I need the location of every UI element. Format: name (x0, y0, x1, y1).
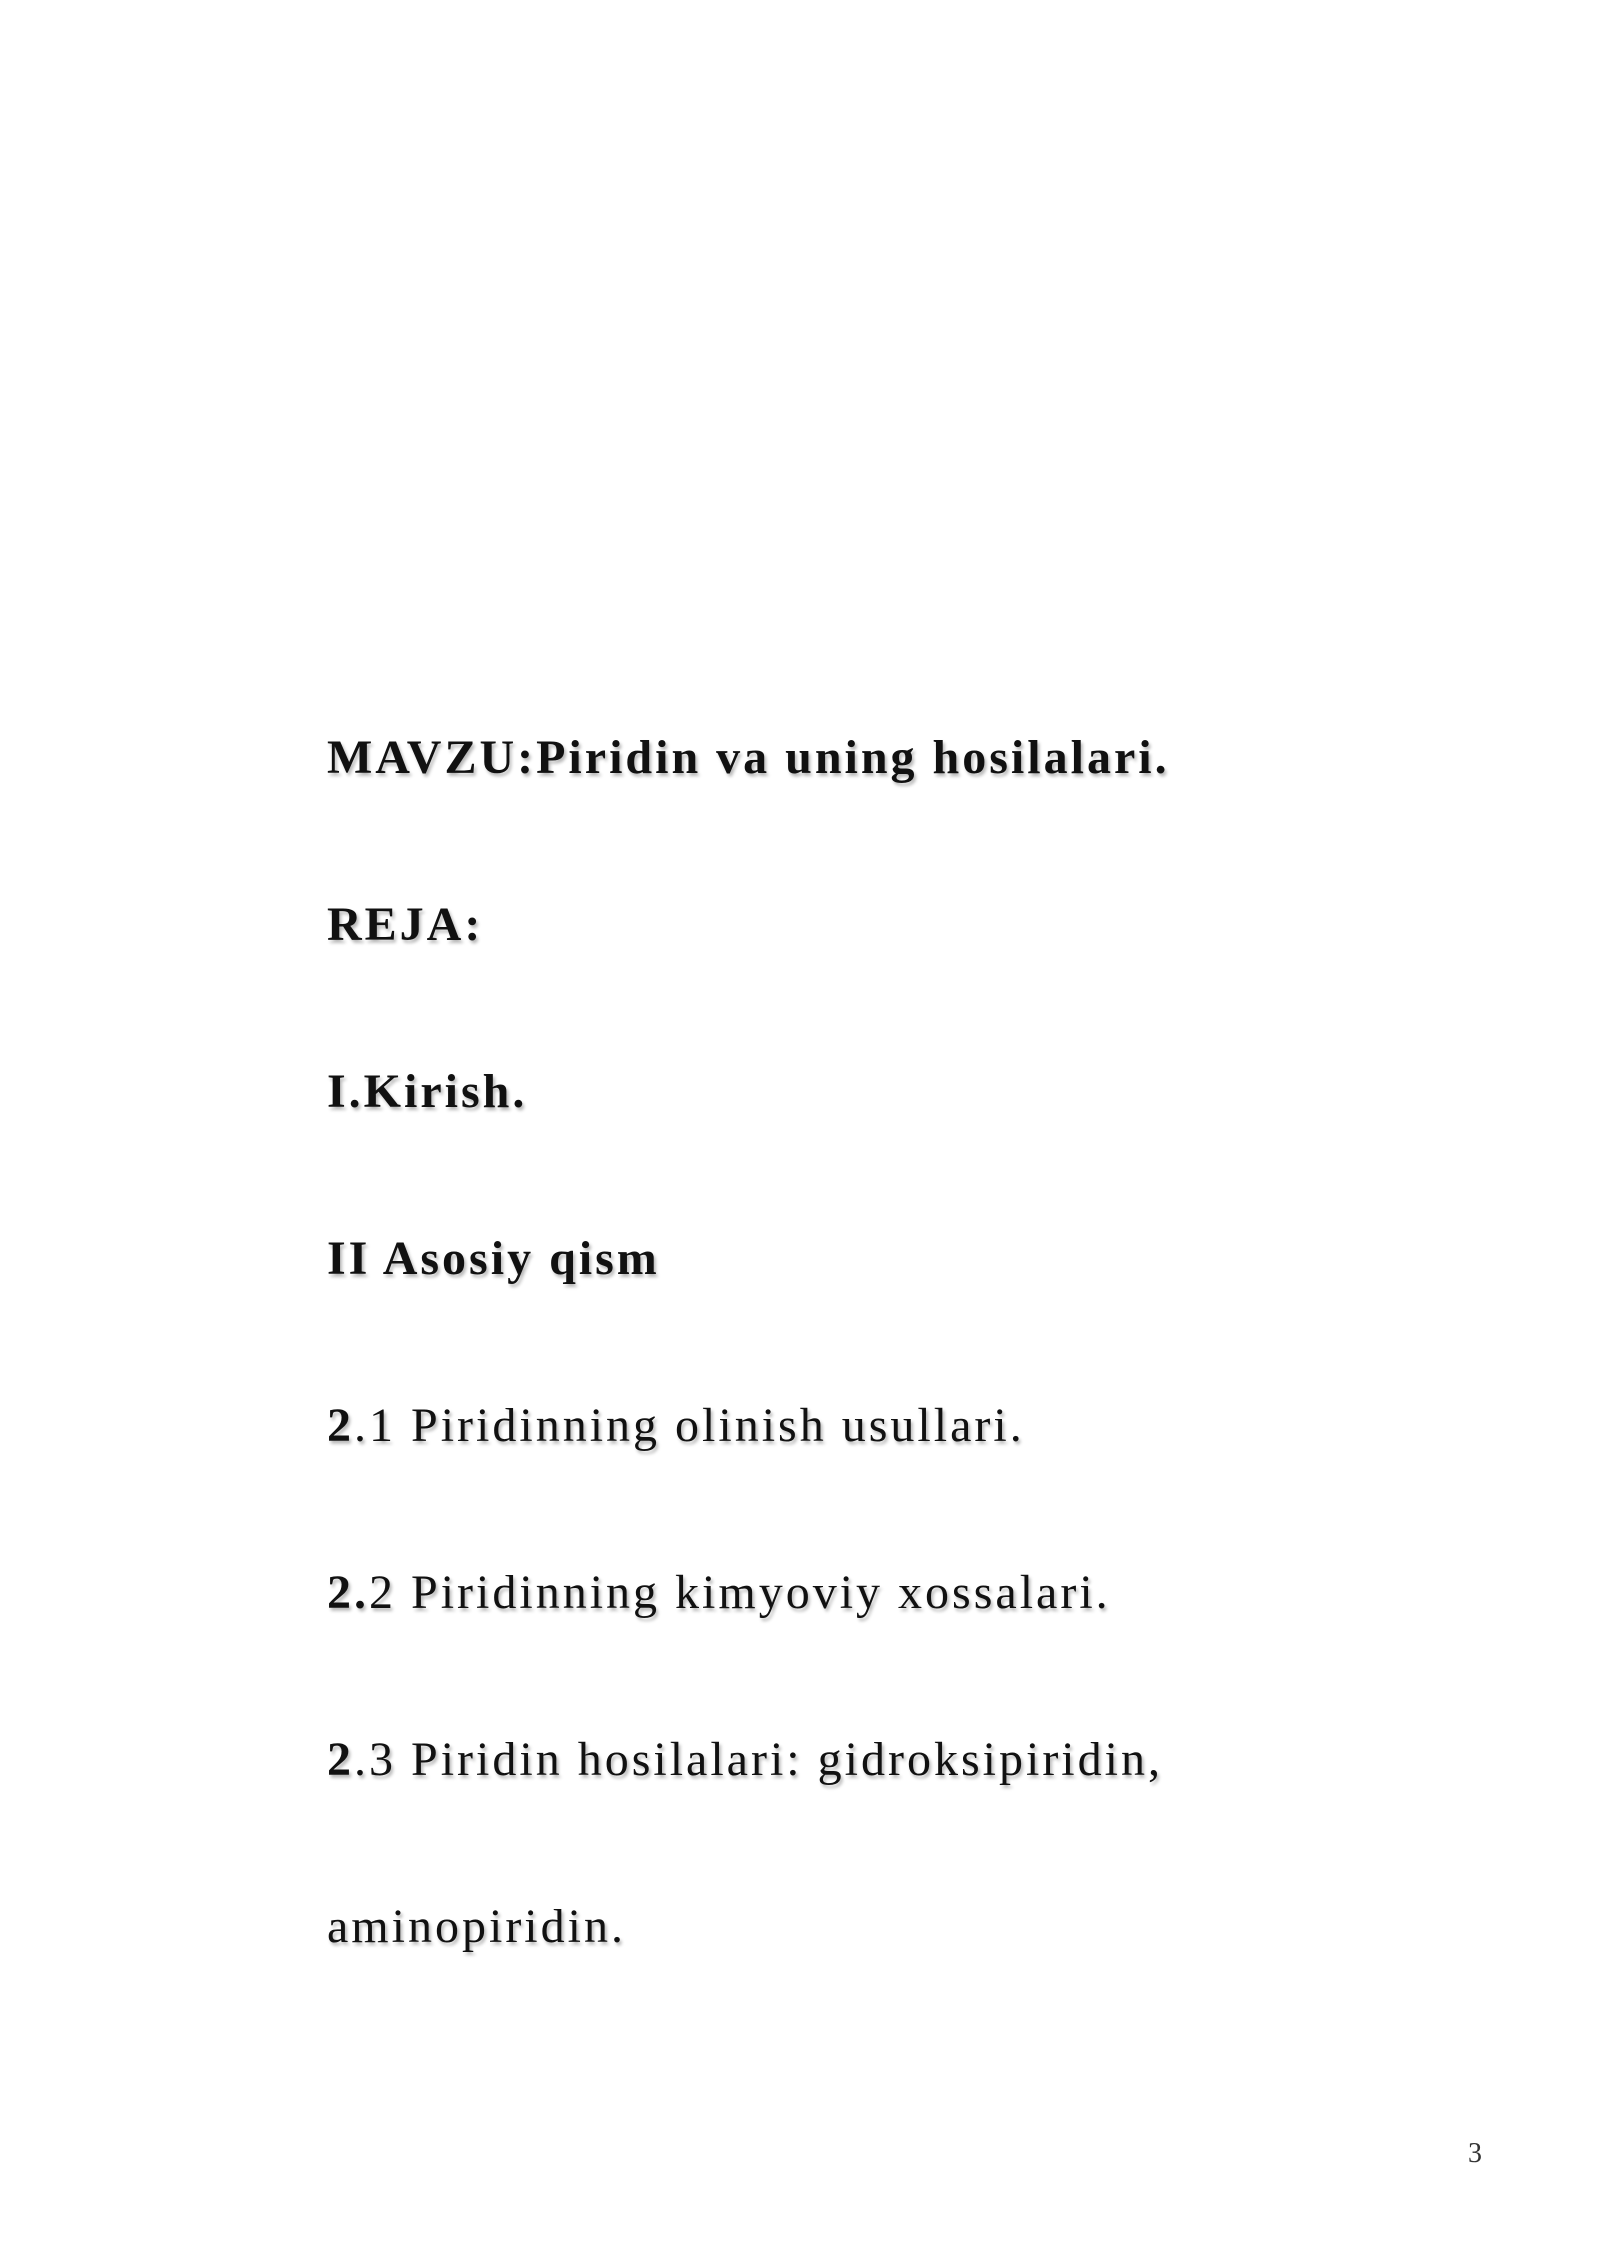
outline-item-2-3-number: 2 (327, 1733, 354, 1786)
outline-item-2-3 (327, 1732, 1377, 1788)
topic-text: Piridin va uning hosilalari. (536, 731, 1170, 784)
outline-item-2-1-text: .1 Piridinning olinish usullari. (354, 1399, 1025, 1452)
outline-item-2-3-text: .3 Piridin hosilalari: gidroksipiridin, (354, 1733, 1163, 1786)
outline-item-2-2-text: 2 Piridinning kimyoviy xossalari. (369, 1566, 1111, 1619)
plan-heading: REJA: (327, 898, 484, 951)
outline-intro: I.Kirish. (327, 1065, 528, 1118)
topic-title (327, 730, 1377, 786)
outline-item-2-1 (327, 1398, 1377, 1454)
outline-main-part: II Asosiy qism (327, 1232, 660, 1285)
outline-item-2-3-continuation: aminopiridin. (327, 1900, 626, 1953)
topic-label: MAVZU: (327, 731, 537, 784)
document-body (327, 730, 1377, 1955)
outline-item-2-2-number: 2. (327, 1566, 369, 1619)
outline-item-2-2 (327, 1565, 1377, 1621)
page-number: 3 (1468, 2138, 1482, 2169)
outline-item-2-1-number: 2 (327, 1399, 354, 1452)
